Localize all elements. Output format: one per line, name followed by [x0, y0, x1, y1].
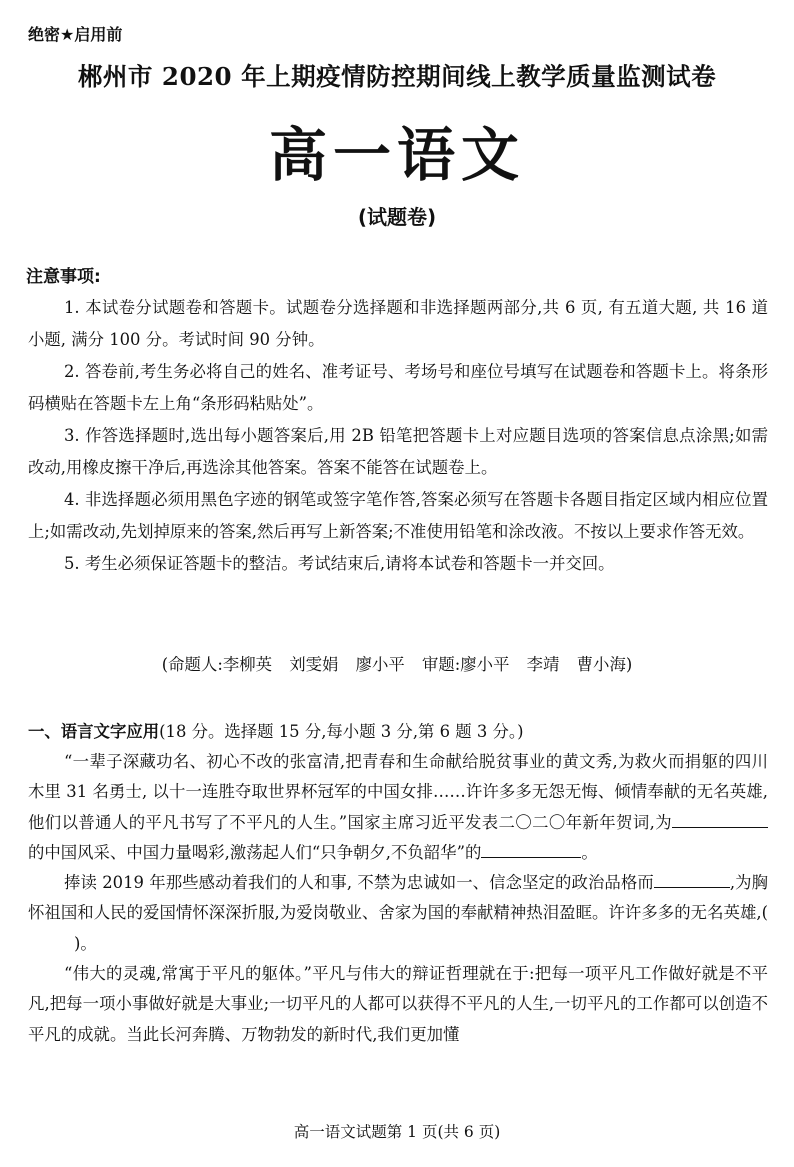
note-item: 2. 答卷前,考生务必将自己的姓名、准考证号、考场号和座位号填写在试题卷和答题卡上。将条形码横贴在答题卡左上角“条形码粘贴处”。: [28, 362, 768, 413]
passage-text: 捧读 2019 年那些感动着我们的人和事, 不禁为忠诚如一、信念坚定的政治品格而: [64, 873, 654, 893]
passage-text: 。: [581, 842, 598, 862]
note-item: 4. 非选择题必须用黑色字迹的钢笔或签字笔作答,答案必须写在答题卡各题目指定区域内相应位置上;如需改动,先划掉原来的答案,然后再写上新答案;不准使用铅笔和涂改液。不按以上要求作答无效。: [28, 490, 768, 541]
confidential-label: 绝密★启用前: [28, 25, 123, 44]
passage-text: ,为胸怀祖国和人民的爱国情怀深深折服,为爱岗敬业、舍家为国的奉献精神热泪盈眶。许许多多的无名英雄,(: [28, 873, 768, 923]
section-score-note: (18 分。选择题 15 分,每小题 3 分,第 6 题 3 分。): [159, 722, 524, 741]
exam-title: 郴州市 2020 年上期疫情防控期间线上教学质量监测试卷: [77, 62, 717, 91]
note-item: 3. 作答选择题时,选出每小题答案后,用 2B 铅笔把答题卡上对应题目选项的答案信息点涂黑;如需改动,用橡皮擦干净后,再选涂其他答案。答案不能答在试题卷上。: [28, 426, 768, 477]
notes-heading: 注意事项:: [26, 267, 101, 287]
passage-text: 的中国风采、中国力量喝彩,激荡起人们“只争朝夕,不负韶华”的: [28, 842, 482, 862]
passage-paragraph: [28, 868, 768, 959]
note-item: 5. 考生必须保证答题卡的整洁。考试结束后,请将本试卷和答题卡一并交回。: [64, 554, 615, 573]
subject-title: 高一语文: [268, 121, 525, 189]
section-language-use: [28, 717, 768, 1050]
fill-blank-line: [672, 813, 768, 828]
passage-paragraph: [28, 747, 768, 868]
notes-list: [28, 292, 768, 580]
paper-type-label: (试题卷): [357, 205, 437, 229]
fill-blank-line: [654, 873, 730, 888]
note-item: 1. 本试卷分试题卷和答题卡。试题卷分选择题和非选择题两部分,共 6 页, 有五道大题, 共 16 道小题, 满分 100 分。考试时间 90 分钟。: [28, 298, 768, 349]
passage-paragraph: “伟大的灵魂,常寓于平凡的躯体。”平凡与伟大的辩证哲理就在于:把每一项平凡工作做好就是不平凡,把每一项小事做好就是大事业;一切平凡的人都可以获得不平凡的人生,一切平凡的工作都可以创造不平凡的成就。当此长河奔腾、万物勃发的新时代,我们更加懂: [28, 964, 768, 1044]
page-footer: 高一语文试题第 1 页(共 6 页): [293, 1123, 501, 1141]
section-heading: [28, 717, 768, 747]
fill-blank-line: [481, 843, 581, 858]
authors-line: (命题人:李柳英 刘雯娟 廖小平 审题:廖小平 李靖 曹小海): [161, 655, 633, 674]
passage-text: )。: [74, 933, 97, 953]
passage-text: “一辈子深藏功名、初心不改的张富清,把青春和生命献给脱贫事业的黄文秀,为救火而捐躯的四川木里 31 名勇士, 以十一连胜夺取世界杯冠军的中国女排……许许多多无怨无悔、倾情奉献的无名英雄,他们以普通人的平凡书写了不平凡的人生。”国家主席习近平发表二〇二〇年新年贺词,为: [28, 752, 768, 832]
section-title: 一、语言文字应用: [28, 722, 160, 741]
